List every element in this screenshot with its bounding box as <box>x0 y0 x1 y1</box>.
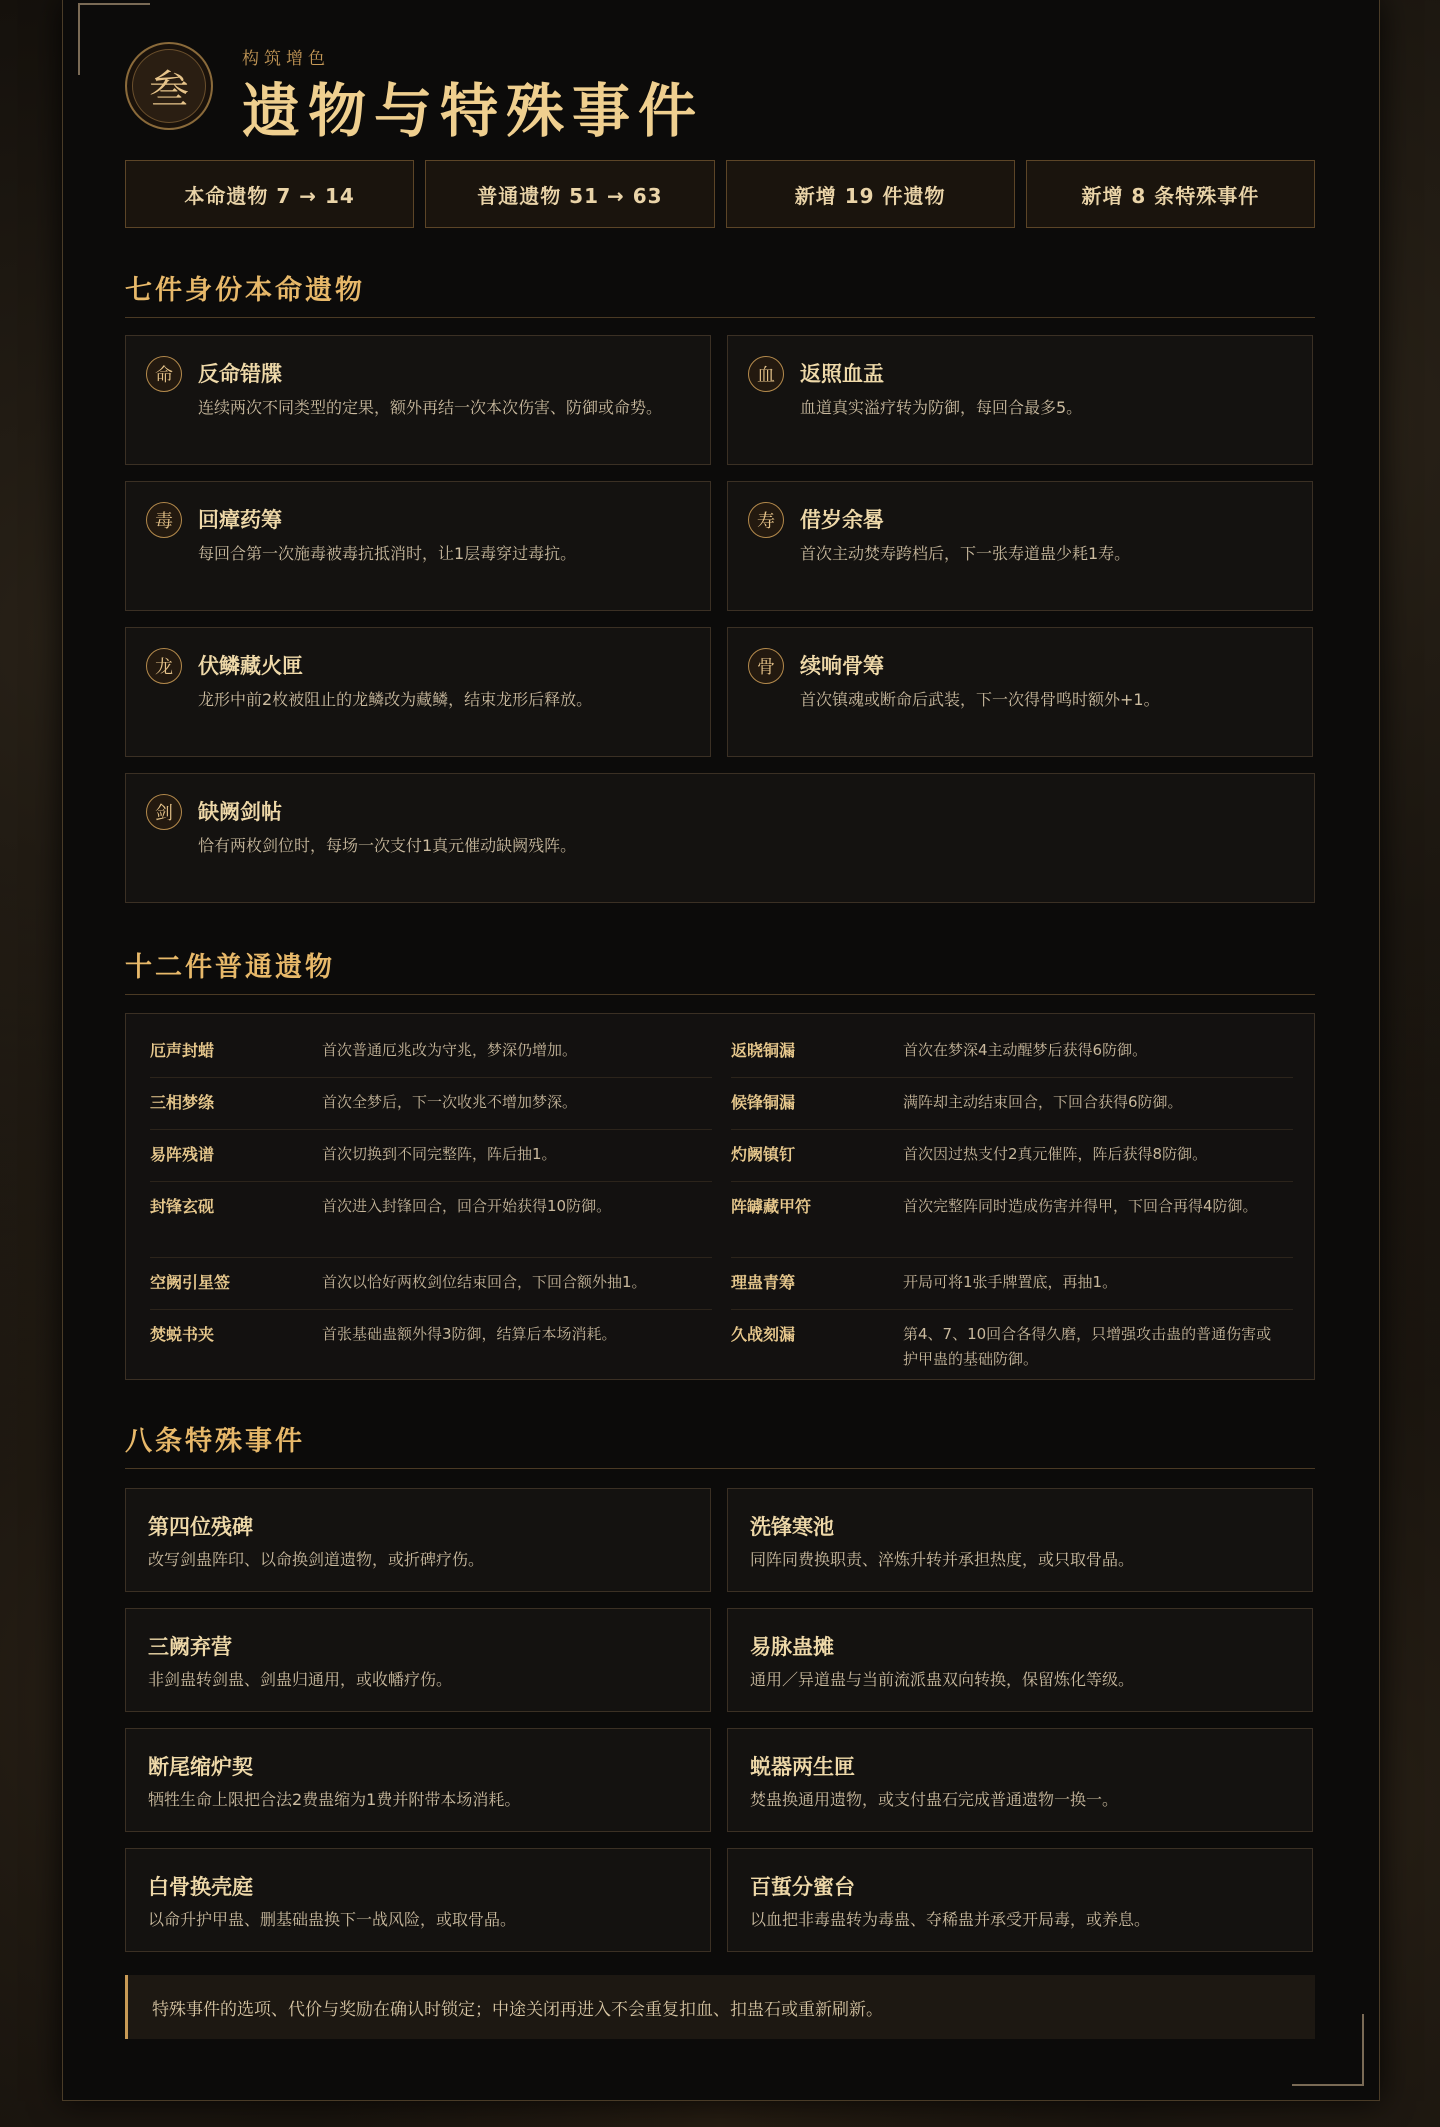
relic-name: 厄声封蜡 <box>150 1041 215 1060</box>
relic-badge-icon: 血 <box>748 356 784 392</box>
relic-name: 空阙引星签 <box>150 1273 231 1292</box>
table-row <box>150 1130 712 1182</box>
relic-badge-icon: 毒 <box>146 502 182 538</box>
section-title-identity-relics: 七件身份本命遗物 <box>125 268 1315 318</box>
event-name: 易脉蛊摊 <box>750 1635 834 1659</box>
stat-identity-relics: 本命遗物 7 → 14 <box>125 160 414 228</box>
event-card <box>125 1728 711 1832</box>
event-card <box>125 1488 711 1592</box>
event-desc: 通用／异道蛊与当前流派蛊双向转换，保留炼化等级。 <box>750 1670 1135 1689</box>
relic-name: 焚蜕书夹 <box>150 1325 215 1344</box>
event-card <box>727 1608 1313 1712</box>
section-title-special-events: 八条特殊事件 <box>125 1419 1315 1469</box>
relic-badge-icon: 命 <box>146 356 182 392</box>
event-card <box>125 1848 711 1952</box>
relic-desc: 第4、7、10回合各得久磨，只增强攻击蛊的普通伤害或护甲蛊的基础防御。 <box>903 1325 1272 1368</box>
relic-name: 久战刻漏 <box>731 1325 796 1344</box>
stat-common-relics: 普通遗物 51 → 63 <box>425 160 714 228</box>
event-name: 第四位残碑 <box>148 1515 253 1539</box>
table-row <box>150 1182 712 1258</box>
relic-name: 伏鳞藏火匣 <box>198 654 303 678</box>
relic-desc: 每回合第一次施毒被毒抗抵消时，让1层毒穿过毒抗。 <box>198 544 577 563</box>
common-relics-right-column <box>731 1026 1293 1386</box>
stats-bar <box>125 160 1315 228</box>
event-desc: 改写剑蛊阵印、以命换剑道遗物，或折碑疗伤。 <box>148 1550 485 1569</box>
relic-name: 候锋铜漏 <box>731 1093 796 1112</box>
relic-desc: 首张基础蛊额外得3防御，结算后本场消耗。 <box>322 1325 617 1343</box>
relic-desc: 首次进入封锋回合，回合开始获得10防御。 <box>322 1197 612 1215</box>
section-title-common-relics: 十二件普通遗物 <box>125 945 1315 995</box>
relic-badge-icon: 龙 <box>146 648 182 684</box>
table-row <box>150 1310 712 1386</box>
relic-desc: 首次切换到不同完整阵，阵后抽1。 <box>322 1145 557 1163</box>
relic-card <box>125 627 711 757</box>
event-desc: 非剑蛊转剑蛊、剑蛊归通用，或收幡疗伤。 <box>148 1670 453 1689</box>
common-relics-left-column <box>150 1026 712 1386</box>
event-name: 三阙弃营 <box>148 1635 232 1659</box>
relic-desc: 首次在梦深4主动醒梦后获得6防御。 <box>903 1041 1148 1059</box>
relic-name: 反命错牒 <box>198 362 282 386</box>
relic-name: 返晓铜漏 <box>731 1041 796 1060</box>
relic-desc: 首次镇魂或断命后武装，下一次得骨鸣时额外+1。 <box>800 690 1160 709</box>
table-row <box>731 1026 1293 1078</box>
relic-name: 续响骨筹 <box>800 654 884 678</box>
relic-desc: 血道真实溢疗转为防御，每回合最多5。 <box>800 398 1083 417</box>
relic-desc: 龙形中前2枚被阻止的龙鳞改为藏鳞，结束龙形后释放。 <box>198 690 593 709</box>
event-name: 白骨换壳庭 <box>148 1875 253 1899</box>
relic-name: 灼阙镇钉 <box>731 1145 796 1164</box>
relic-desc: 开局可将1张手牌置底，再抽1。 <box>903 1273 1118 1291</box>
page-title: 遗物与特殊事件 <box>242 77 705 145</box>
event-name: 断尾缩炉契 <box>148 1755 253 1779</box>
relic-desc: 首次以恰好两枚剑位结束回合，下回合额外抽1。 <box>322 1273 647 1291</box>
event-desc: 同阵同费换职责、淬炼升转并承担热度，或只取骨晶。 <box>750 1550 1135 1569</box>
relic-name: 阵罅藏甲符 <box>731 1197 812 1216</box>
relic-desc: 恰有两枚剑位时，每场一次支付1真元催动缺阙残阵。 <box>198 836 577 855</box>
table-row <box>731 1078 1293 1130</box>
event-name: 蜕器两生匣 <box>750 1755 855 1779</box>
relic-card <box>727 481 1313 611</box>
relic-card <box>125 773 1315 903</box>
page-header <box>125 42 825 145</box>
event-card <box>727 1728 1313 1832</box>
relic-desc: 首次普通厄兆改为守兆，梦深仍增加。 <box>322 1041 578 1059</box>
relic-desc: 首次完整阵同时造成伤害并得甲，下回合再得4防御。 <box>903 1197 1258 1215</box>
relic-name: 理蛊青筹 <box>731 1273 796 1292</box>
table-row <box>150 1078 712 1130</box>
relic-name: 回瘴药筹 <box>198 508 282 532</box>
chapter-seal-icon: 叁 <box>125 42 213 130</box>
relic-card <box>727 627 1313 757</box>
event-desc: 牺牲生命上限把合法2费蛊缩为1费并附带本场消耗。 <box>148 1790 521 1809</box>
table-row <box>731 1258 1293 1310</box>
relic-desc: 首次主动焚寿跨档后，下一张寿道蛊少耗1寿。 <box>800 544 1131 563</box>
event-card <box>125 1608 711 1712</box>
relic-badge-icon: 剑 <box>146 794 182 830</box>
event-card <box>727 1488 1313 1592</box>
relic-desc: 连续两次不同类型的定果，额外再结一次本次伤害、防御或命势。 <box>198 398 663 417</box>
table-row <box>150 1026 712 1078</box>
footer-note: 特殊事件的选项、代价与奖励在确认时锁定；中途关闭再进入不会重复扣血、扣蛊石或重新刷新。 <box>125 1975 1315 2039</box>
relic-name: 封锋玄砚 <box>150 1197 215 1216</box>
relic-name: 三相梦绦 <box>150 1093 215 1112</box>
relic-name: 返照血盂 <box>800 362 884 386</box>
event-name: 百蜇分蜜台 <box>750 1875 855 1899</box>
relic-card <box>125 481 711 611</box>
event-desc: 焚蛊换通用遗物，或支付蛊石完成普通遗物一换一。 <box>750 1790 1119 1809</box>
relic-card <box>125 335 711 465</box>
relic-badge-icon: 骨 <box>748 648 784 684</box>
table-row <box>731 1182 1293 1258</box>
relic-card <box>727 335 1313 465</box>
stat-new-relics: 新增 19 件遗物 <box>726 160 1015 228</box>
relic-desc: 首次全梦后，下一次收兆不增加梦深。 <box>322 1093 578 1111</box>
common-relics-table <box>125 1013 1315 1380</box>
table-row <box>731 1310 1293 1386</box>
event-desc: 以命升护甲蛊、删基础蛊换下一战风险，或取骨晶。 <box>148 1910 517 1929</box>
event-card <box>727 1848 1313 1952</box>
relic-name: 缺阙剑帖 <box>198 800 282 824</box>
relic-name: 借岁余晷 <box>800 508 884 532</box>
table-row <box>150 1258 712 1310</box>
relic-name: 易阵残谱 <box>150 1145 215 1164</box>
event-desc: 以血把非毒蛊转为毒蛊、夺稀蛊并承受开局毒，或养息。 <box>750 1910 1151 1929</box>
relic-badge-icon: 寿 <box>748 502 784 538</box>
relic-desc: 首次因过热支付2真元催阵，阵后获得8防御。 <box>903 1145 1208 1163</box>
relic-desc: 满阵却主动结束回合，下回合获得6防御。 <box>903 1093 1183 1111</box>
event-name: 洗锋寒池 <box>750 1515 834 1539</box>
stat-new-events: 新增 8 条特殊事件 <box>1026 160 1315 228</box>
page-eyebrow: 构筑增色 <box>242 49 330 69</box>
table-row <box>731 1130 1293 1182</box>
